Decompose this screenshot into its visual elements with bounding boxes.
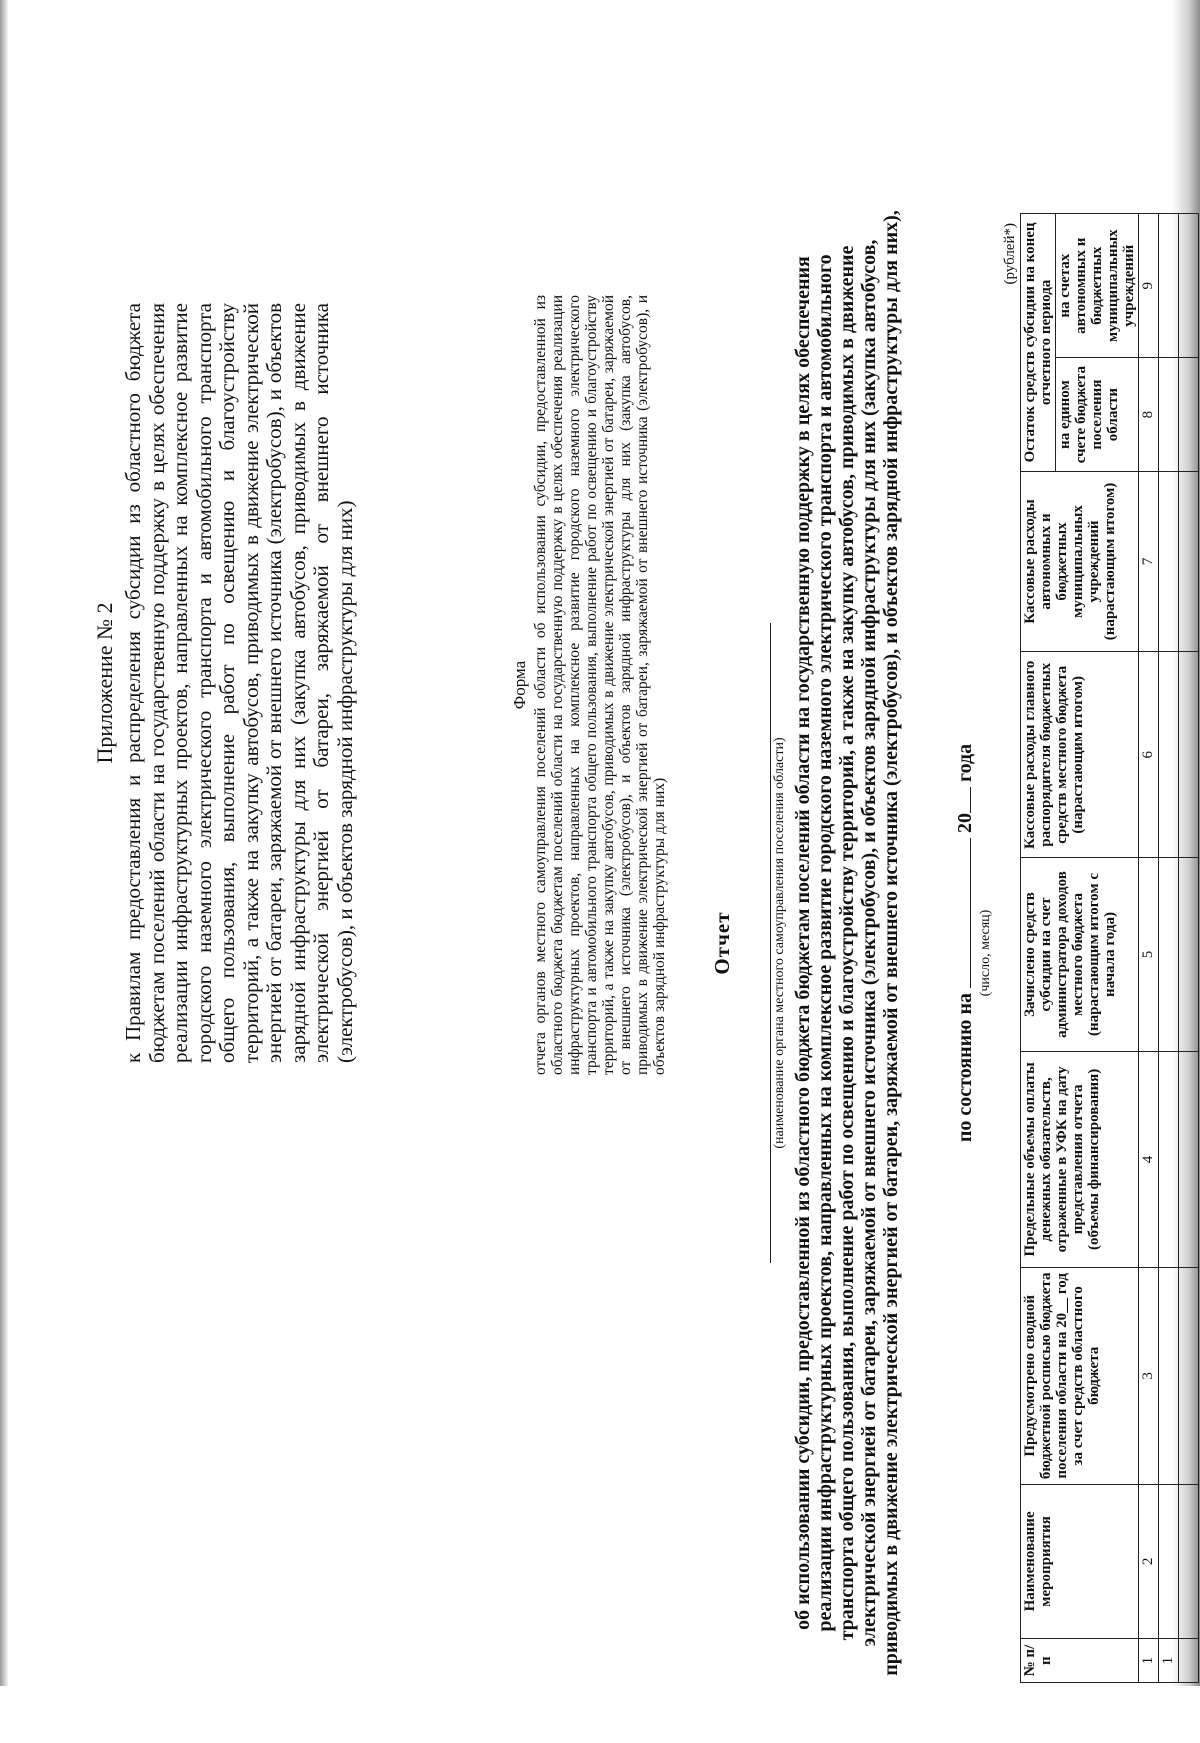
year-prefix: 20 [954, 813, 976, 833]
table-cell [1159, 214, 1179, 358]
table-cell [1159, 471, 1179, 651]
table-cell [1179, 1268, 1199, 1484]
table-cell [1159, 1484, 1179, 1639]
header-credited-funds: Зачислено средств субсидии на счет администратора доходов местного бюджета (нарастающим итогом с начала года) [1021, 858, 1139, 1051]
table-cell: 4 [1139, 1051, 1159, 1267]
table-cell [1179, 652, 1199, 858]
header-budget-planned: Предусмотрено сводной бюджетной росписью бюджета поселения области на 20__ год за счет средств областного бюджета [1021, 1268, 1139, 1484]
table-cell [1179, 214, 1199, 358]
date-blank [952, 838, 971, 988]
units-label: (рублей*) [1002, 223, 1018, 285]
form-title: Форма [510, 660, 529, 710]
table-cell: 2 [1139, 1484, 1159, 1639]
table-row [1159, 214, 1179, 1683]
header-payment-limits: Предельные объемы оплаты денежных обязательств, отраженные в УФК на дату представления отчета (объемы финансирования) [1021, 1051, 1139, 1267]
table-cell [1179, 1639, 1199, 1683]
report-table [1020, 213, 1199, 1683]
header-cash-expenses-main: Кассовые расходы главного распорядителя бюджетных средств местного бюджета (нарастающим итогом) [1021, 652, 1139, 858]
table-cell: 1 [1139, 1639, 1159, 1683]
table-cell: 5 [1139, 858, 1159, 1051]
table-cell [1159, 1268, 1179, 1484]
table-cell [1159, 1051, 1179, 1267]
form-block [510, 295, 668, 1075]
as-of-prefix: по состоянию на [954, 993, 976, 1143]
table-cell [1179, 358, 1199, 471]
table-cell [1179, 1051, 1199, 1267]
report-subject: об использовании субсидии, предоставленной из областного бюджета бюджетам поселений области на государственную поддержку в целях обеспечения реализации инфраструктурных проектов, направленных на комплексное развитие городского наземного электрического транспорта и автомобильного транспорта общего пользования, выполнение работ по освещению и благоустройству территорий, а также на закупку автобусов, приводимых в движение электрической энергией от батареи, заряжаемой от внешнего источника (электробусов), и объектов зарядной инфраструктуры для них (закупка автобусов, приводимых в движение электрической энергией от батареи, заряжаемой от внешнего источника (электробусов), и объектов зарядной инфраструктуры для них), [792, 210, 902, 1676]
year-suffix: года [954, 743, 976, 782]
table-cell: 1 [1159, 1639, 1179, 1683]
table-cell [1179, 1484, 1199, 1639]
table-cell: 3 [1139, 1268, 1159, 1484]
table-cell: 9 [1139, 214, 1159, 358]
as-of-line [952, 143, 977, 1743]
date-caption: (число, месяц) [978, 909, 993, 997]
report-title: Отчет [710, 911, 734, 975]
table-cell: 7 [1139, 471, 1159, 651]
table-cell [1159, 858, 1179, 1051]
header-remaining-funds: Остаток средств субсидии на конец отчетного периода [1021, 214, 1056, 472]
form-text: отчета органов местного самоуправления поселений области об использовании субсидии, предоставленной из областного бюджета бюджетам поселений области на государственную поддержку в целях обеспечения реализации инфраструктурных проектов, направленных на комплексное развитие городского наземного электрического транспорта и автомобильного транспорта общего пользования, выполнение работ по освещению и благоустройству территорий, а также на закупку автобусов, приводимых в движение электрической энергией от батареи, заряжаемой от внешнего источника (электробусов), и объектов зарядной инфраструктуры для них (закупка автобусов, приводимых в движение электрической энергией от батареи, заряжаемой от внешнего источника (электробусов), и объектов зарядной инфраструктуры для них) [532, 295, 668, 1075]
table-cell [1179, 858, 1199, 1051]
document-page [70, 143, 1176, 1743]
appendix-block [92, 303, 357, 1063]
header-number: № п/п [1021, 1639, 1139, 1683]
table-cell [1159, 652, 1179, 858]
table-cell: 8 [1139, 358, 1159, 471]
appendix-text: к Правилам предоставления и распределения субсидии из областного бюджета бюджетам поселений области на государственную поддержку в целях обеспечения реализации инфраструктурных проектов, направленных на комплексное развитие городского наземного электрического транспорта и автомобильного транспорта общего пользования, выполнение работ по освещению и благоустройству территорий, а также на закупку автобусов, приводимых в движение электрической энергией от батареи, заряжаемой от внешнего источника (электробусов), и объектов зарядной инфраструктуры для них (закупка автобусов, приводимых в движение электрической энергией от батареи, заряжаемой от внешнего источника (электробусов), и объектов зарядной инфраструктуры для них) [121, 303, 357, 1063]
appendix-title: Приложение № 2 [92, 602, 117, 764]
header-cash-expenses-institutions: Кассовые расходы автономных и бюджетных муниципальных учреждений (нарастающим итогом) [1021, 471, 1139, 651]
table-cell: 6 [1139, 652, 1159, 858]
header-single-account: на едином счете бюджета поселения области [1056, 358, 1139, 471]
year-blank [952, 787, 971, 813]
header-event-name: Наименование мероприятия [1021, 1484, 1139, 1639]
header-institution-accounts: на счетах автономных и бюджетных муниципальных учреждений [1056, 214, 1139, 358]
table-cell [1159, 358, 1179, 471]
table-cell [1179, 471, 1199, 651]
table-column-numbers-row [1139, 214, 1159, 1683]
table-row [1179, 214, 1199, 1683]
scan-edge-left [0, 0, 8, 1686]
org-name-blank-line [770, 623, 771, 1263]
org-name-caption: (наименование органа местного самоуправления поселения области) [772, 737, 787, 1149]
table-header-row [1021, 214, 1056, 1683]
